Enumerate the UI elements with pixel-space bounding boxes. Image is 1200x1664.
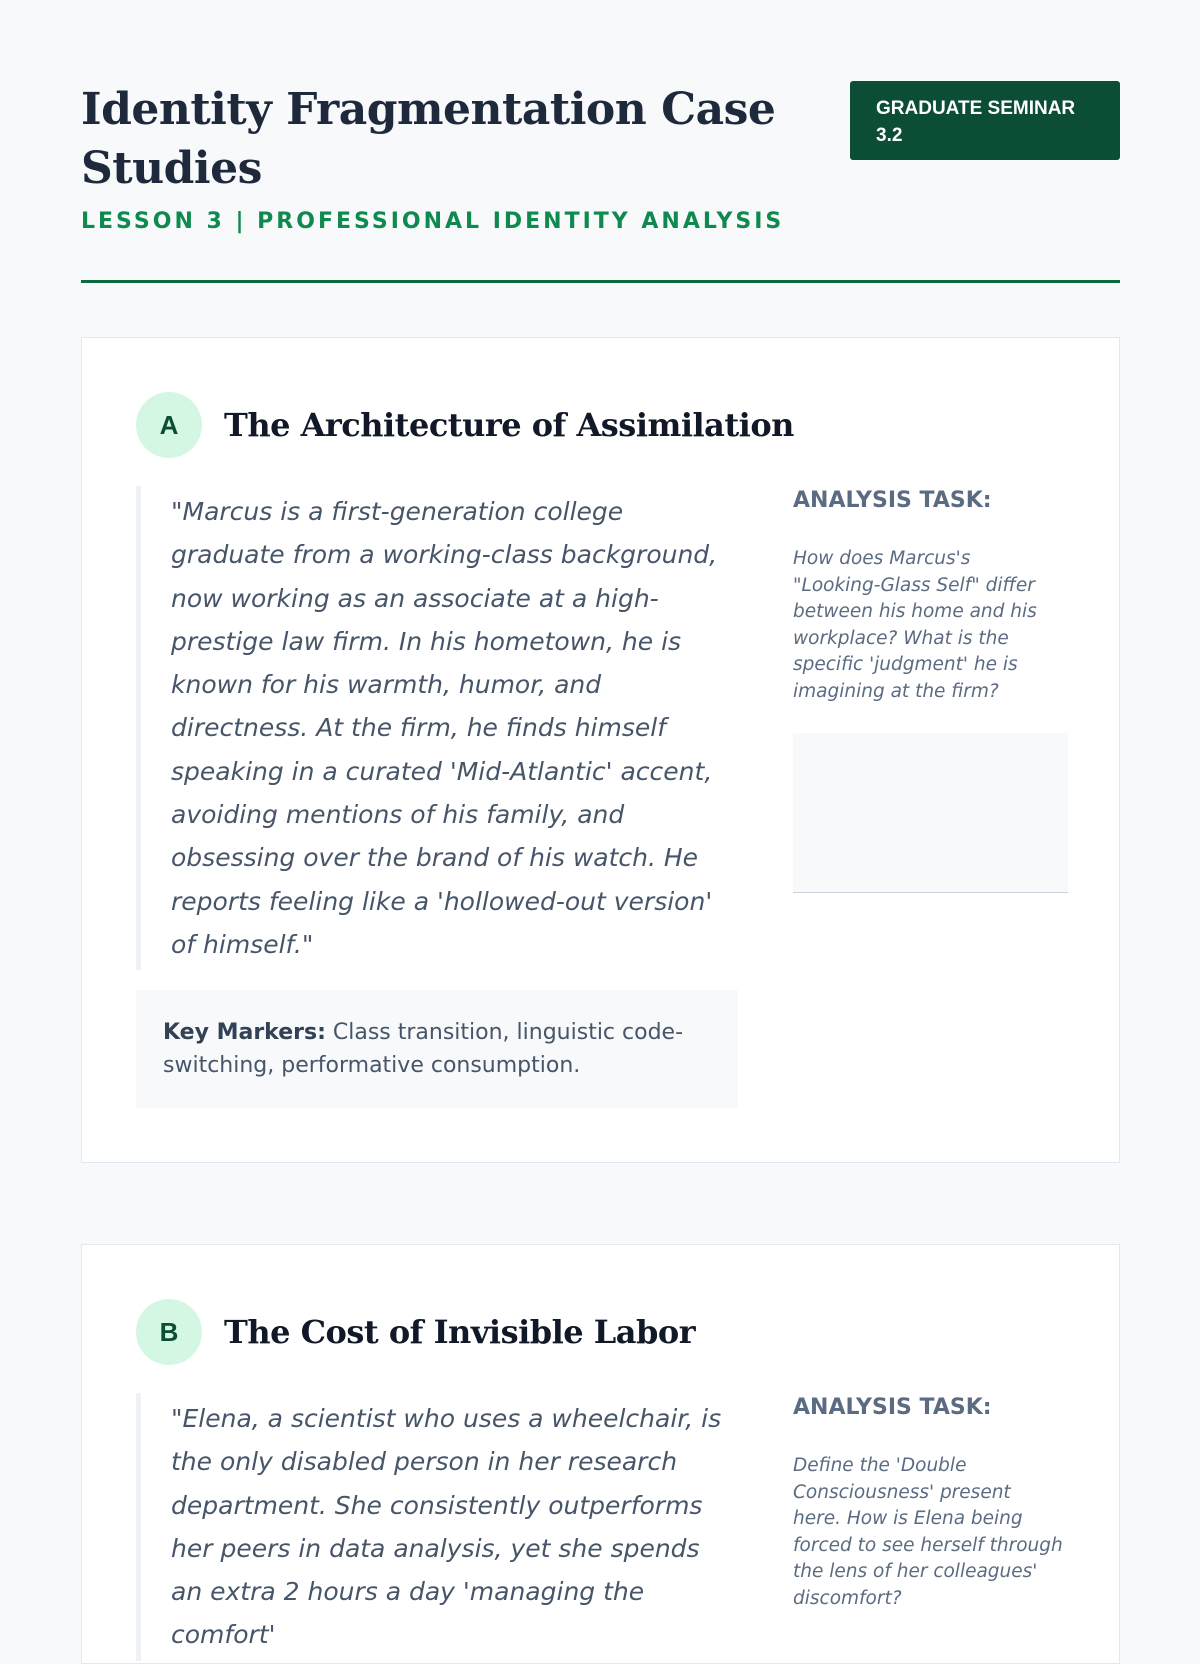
analysis-task-label: ANALYSIS TASK: xyxy=(793,1395,992,1420)
key-markers-label: Key Markers: xyxy=(163,1020,326,1045)
page-header xyxy=(81,0,1120,283)
case-letter-badge: B xyxy=(136,1299,202,1365)
key-markers-box xyxy=(136,990,738,1108)
case-title: The Cost of Invisible Labor xyxy=(224,1313,696,1351)
case-heading xyxy=(136,392,794,458)
analysis-task-question: How does Marcus's "Looking-Glass Self" differ between his home and his workplace? What is the specific 'judgment' he is imagining at the firm? xyxy=(793,548,1037,702)
case-quote: "Marcus is a first-generation college graduate from a working-class background, now working as an associate at a high-prestige law firm. In his hometown, he is known for his warmth, humor, and directness. At the firm, he finds himself speaking in a curated 'Mid-Atlantic' accent, avoiding mentions of his family, and obsessing over the brand of his watch. He reports feeling like a 'hollowed-out version' of himself." xyxy=(136,486,738,970)
case-quote: "Elena, a scientist who uses a wheelchair, is the only disabled person in her research department. She consistently outperforms her peers in data analysis, yet she spends an extra 2 hours a day 'managing the comfort' xyxy=(136,1393,738,1661)
lesson-subtitle: LESSON 3 | PROFESSIONAL IDENTITY ANALYSIS xyxy=(81,209,785,234)
page xyxy=(81,0,1120,1650)
analysis-task-label: ANALYSIS TASK: xyxy=(793,488,992,513)
case-card-a xyxy=(81,337,1120,1163)
page-title: Identity Fragmentation Case Studies xyxy=(81,84,776,194)
seminar-badge: GRADUATE SEMINAR 3.2 xyxy=(850,81,1120,160)
key-markers-text: Class transition, linguistic code-switching, performative consumption. xyxy=(163,1020,684,1078)
case-card-b xyxy=(81,1244,1120,1664)
answer-field[interactable] xyxy=(793,733,1068,893)
analysis-task-question: Define the 'Double Consciousness' present here. How is Elena being forced to see herself through the lens of her colleagues' discomfort? xyxy=(793,1455,1063,1609)
case-title: The Architecture of Assimilation xyxy=(224,406,794,444)
case-heading xyxy=(136,1299,695,1365)
case-letter-badge: A xyxy=(136,392,202,458)
